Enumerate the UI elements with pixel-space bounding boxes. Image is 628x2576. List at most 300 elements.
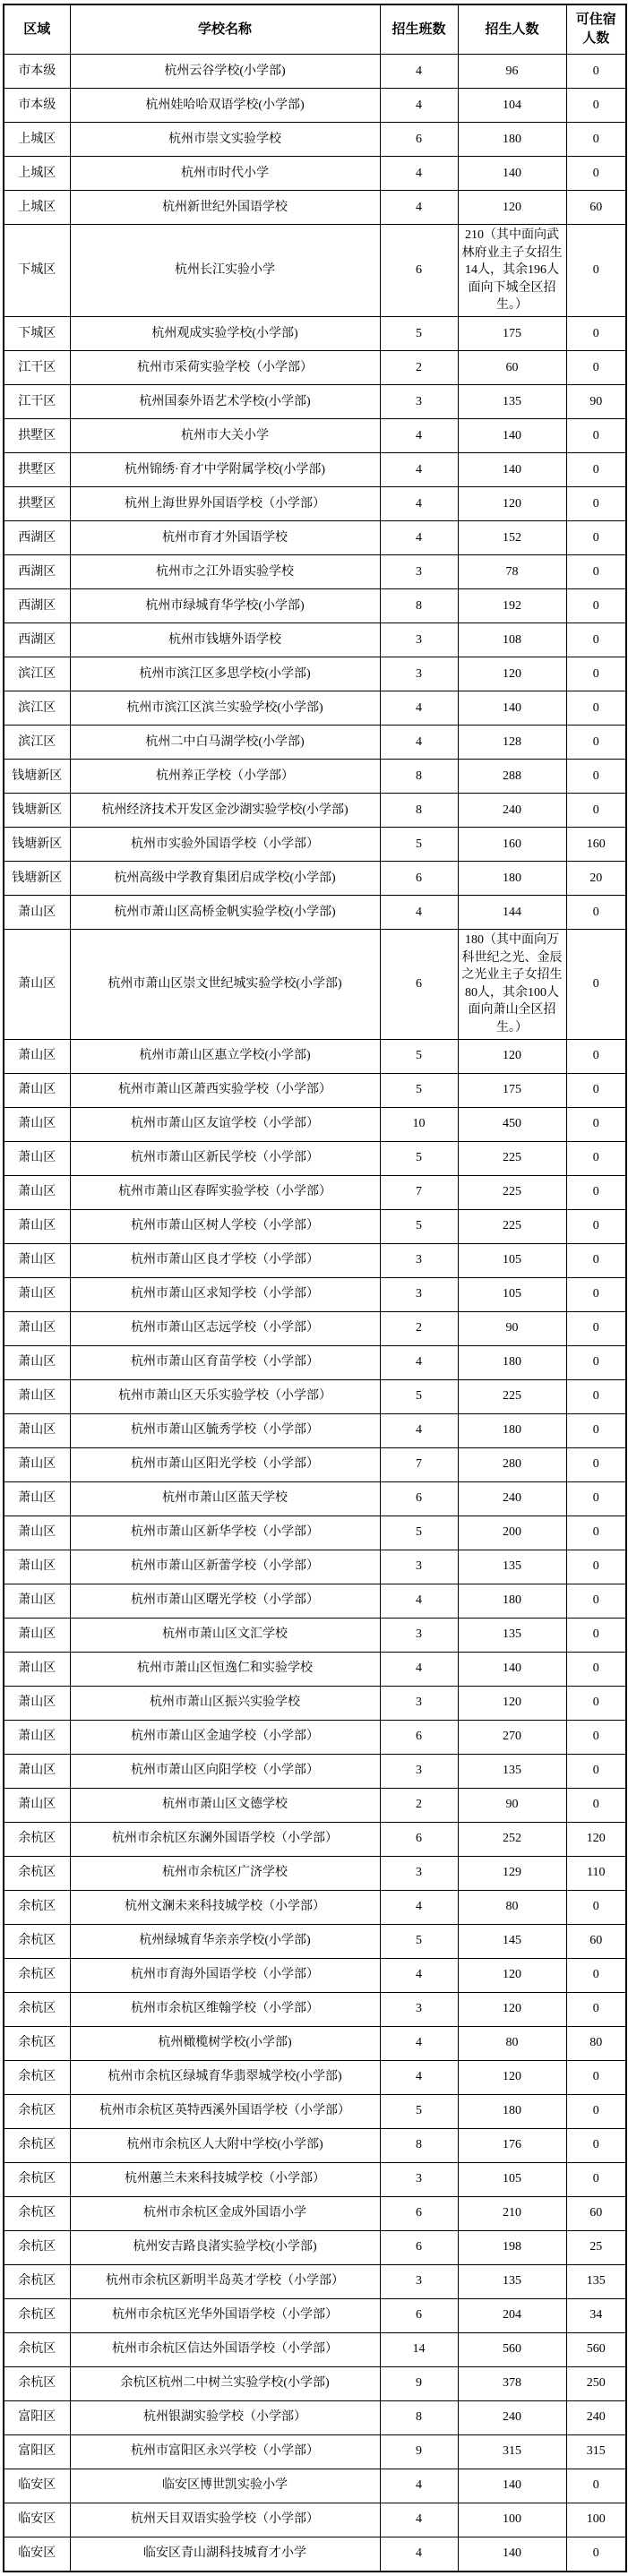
boarding-count-cell: 560: [566, 2332, 626, 2366]
district-cell: 市本级: [4, 55, 70, 89]
student-count-cell: 120: [458, 2060, 566, 2094]
class-count-cell: 6: [380, 123, 458, 157]
class-count-cell: 6: [380, 2298, 458, 2332]
table-row: [4, 2162, 626, 2196]
school-name-cell: 杭州市余杭区英特西溪外国语学校（小学部）: [70, 2094, 380, 2128]
student-count-cell: 120: [458, 1686, 566, 1720]
student-count-cell: 78: [458, 554, 566, 588]
boarding-count-cell: 0: [566, 1413, 626, 1447]
school-name-cell: 杭州市萧山区毓秀学校（小学部）: [70, 1413, 380, 1447]
table-row: [4, 554, 626, 588]
boarding-count-cell: 0: [566, 418, 626, 452]
school-name-cell: 杭州蕙兰未来科技城学校（小学部）: [70, 2162, 380, 2196]
boarding-count-cell: 0: [566, 1754, 626, 1788]
school-name-cell: 杭州市萧山区新民学校（小学部）: [70, 1141, 380, 1175]
class-count-cell: 8: [380, 2128, 458, 2162]
school-name-cell: 杭州银湖实验学校（小学部）: [70, 2400, 380, 2434]
class-count-cell: 3: [380, 623, 458, 657]
district-cell: 萧山区: [4, 1175, 70, 1209]
district-cell: 余杭区: [4, 1856, 70, 1890]
school-name-cell: 杭州市萧山区恒逸仁和实验学校: [70, 1652, 380, 1686]
table-row: [4, 2469, 626, 2503]
class-count-cell: 4: [380, 1584, 458, 1618]
boarding-count-cell: 0: [566, 55, 626, 89]
boarding-count-cell: 0: [566, 793, 626, 827]
school-name-cell: 杭州云谷学校(小学部): [70, 55, 380, 89]
district-cell: 萧山区: [4, 1141, 70, 1175]
district-cell: 萧山区: [4, 1618, 70, 1652]
student-count-cell: 80: [458, 2026, 566, 2060]
school-name-cell: 杭州市萧山区高桥金帆实验学校(小学部): [70, 895, 380, 929]
student-count-cell: 180: [458, 1345, 566, 1379]
district-cell: 钱塘新区: [4, 793, 70, 827]
district-cell: 余杭区: [4, 1958, 70, 1992]
header-row: [4, 4, 626, 55]
district-cell: 钱塘新区: [4, 827, 70, 861]
school-name-cell: 杭州市余杭区人大附中学校(小学部): [70, 2128, 380, 2162]
district-cell: 江干区: [4, 384, 70, 418]
class-count-cell: 4: [380, 452, 458, 486]
district-cell: 临安区: [4, 2469, 70, 2503]
district-cell: 余杭区: [4, 1822, 70, 1856]
table-row: [4, 2366, 626, 2400]
boarding-count-cell: 0: [566, 588, 626, 623]
school-name-cell: 杭州绿城育华亲亲学校(小学部): [70, 1924, 380, 1958]
class-count-cell: 3: [380, 1992, 458, 2026]
boarding-count-cell: 0: [566, 1345, 626, 1379]
school-name-cell: 杭州市大关小学: [70, 418, 380, 452]
table-row: [4, 2060, 626, 2094]
district-cell: 上城区: [4, 191, 70, 225]
student-count-cell: 180: [458, 1413, 566, 1447]
district-cell: 萧山区: [4, 929, 70, 1039]
district-cell: 萧山区: [4, 1277, 70, 1311]
class-count-cell: 3: [380, 1856, 458, 1890]
student-count-cell: 280: [458, 1447, 566, 1481]
district-cell: 余杭区: [4, 2094, 70, 2128]
district-cell: 萧山区: [4, 1584, 70, 1618]
boarding-count-cell: 0: [566, 1379, 626, 1413]
class-count-cell: 14: [380, 2332, 458, 2366]
class-count-cell: 4: [380, 895, 458, 929]
student-count-cell: 105: [458, 2162, 566, 2196]
table-row: [4, 1413, 626, 1447]
table-row: [4, 2503, 626, 2537]
school-name-cell: 杭州市富阳区永兴学校（小学部）: [70, 2434, 380, 2469]
boarding-count-cell: 0: [566, 452, 626, 486]
table-row: [4, 1209, 626, 1243]
boarding-count-cell: 0: [566, 895, 626, 929]
school-name-cell: 杭州市采荷实验学校（小学部）: [70, 350, 380, 384]
district-cell: 余杭区: [4, 2128, 70, 2162]
district-cell: 萧山区: [4, 1481, 70, 1516]
class-count-cell: 5: [380, 2094, 458, 2128]
class-count-cell: 3: [380, 657, 458, 691]
district-cell: 萧山区: [4, 1788, 70, 1822]
district-cell: 余杭区: [4, 1890, 70, 1924]
student-count-cell: 140: [458, 418, 566, 452]
school-name-cell: 杭州市萧山区友谊学校（小学部）: [70, 1107, 380, 1141]
class-count-cell: 5: [380, 1379, 458, 1413]
boarding-count-cell: 0: [566, 157, 626, 191]
student-count-cell: 198: [458, 2230, 566, 2264]
student-count-cell: 120: [458, 1039, 566, 1073]
table-row: [4, 1890, 626, 1924]
student-count-cell: 145: [458, 1924, 566, 1958]
class-count-cell: 2: [380, 1311, 458, 1345]
student-count-cell: 120: [458, 1958, 566, 1992]
school-name-cell: 杭州市萧山区春晖实验学校（小学部）: [70, 1175, 380, 1209]
boarding-count-cell: 0: [566, 1073, 626, 1107]
student-count-cell: 560: [458, 2332, 566, 2366]
student-count-cell: 140: [458, 2537, 566, 2572]
district-cell: 江干区: [4, 350, 70, 384]
table-row: [4, 384, 626, 418]
student-count-cell: 160: [458, 827, 566, 861]
class-count-cell: 5: [380, 1073, 458, 1107]
table-row: [4, 123, 626, 157]
class-count-cell: 6: [380, 1822, 458, 1856]
student-count-cell: 200: [458, 1516, 566, 1550]
boarding-count-cell: 0: [566, 2060, 626, 2094]
district-cell: 余杭区: [4, 2332, 70, 2366]
class-count-cell: 6: [380, 1481, 458, 1516]
table-row: [4, 2400, 626, 2434]
boarding-count-cell: 0: [566, 2162, 626, 2196]
boarding-count-cell: 0: [566, 1277, 626, 1311]
student-count-cell: 252: [458, 1822, 566, 1856]
boarding-count-cell: 0: [566, 657, 626, 691]
table-row: [4, 486, 626, 520]
district-cell: 富阳区: [4, 2434, 70, 2469]
table-row: [4, 623, 626, 657]
school-name-cell: 杭州市余杭区光华外国语学校（小学部）: [70, 2298, 380, 2332]
table-row: [4, 1618, 626, 1652]
school-name-cell: 杭州市萧山区曙光学校（小学部）: [70, 1584, 380, 1618]
school-name-cell: 杭州市之江外语实验学校: [70, 554, 380, 588]
table-row: [4, 350, 626, 384]
district-cell: 余杭区: [4, 2264, 70, 2298]
student-count-cell: 176: [458, 2128, 566, 2162]
class-count-cell: 3: [380, 1550, 458, 1584]
student-count-cell: 108: [458, 623, 566, 657]
student-count-cell: 140: [458, 452, 566, 486]
boarding-count-cell: 0: [566, 1686, 626, 1720]
school-name-cell: 杭州市余杭区信达外国语学校（小学部）: [70, 2332, 380, 2366]
class-count-cell: 9: [380, 2366, 458, 2400]
school-name-cell: 杭州新世纪外国语学校: [70, 191, 380, 225]
boarding-count-cell: 0: [566, 1720, 626, 1754]
district-cell: 拱墅区: [4, 486, 70, 520]
table-row: [4, 1924, 626, 1958]
table-body: [4, 55, 626, 2572]
class-count-cell: 4: [380, 486, 458, 520]
class-count-cell: 4: [380, 2503, 458, 2537]
district-cell: 萧山区: [4, 1720, 70, 1754]
student-count-cell: 288: [458, 759, 566, 793]
table-row: [4, 2332, 626, 2366]
boarding-count-cell: 0: [566, 1550, 626, 1584]
table-row: [4, 1958, 626, 1992]
school-name-cell: 杭州二中白马湖学校(小学部): [70, 725, 380, 759]
table-row: [4, 191, 626, 225]
table-row: [4, 1516, 626, 1550]
district-cell: 西湖区: [4, 623, 70, 657]
boarding-count-cell: 0: [566, 486, 626, 520]
class-count-cell: 4: [380, 520, 458, 554]
class-count-cell: 4: [380, 1958, 458, 1992]
school-name-cell: 杭州国泰外语艺术学校(小学部): [70, 384, 380, 418]
class-count-cell: 3: [380, 2162, 458, 2196]
boarding-count-cell: 0: [566, 1447, 626, 1481]
student-count-cell: 140: [458, 2469, 566, 2503]
district-cell: 西湖区: [4, 554, 70, 588]
boarding-count-cell: 25: [566, 2230, 626, 2264]
district-cell: 滨江区: [4, 657, 70, 691]
student-count-cell: 135: [458, 1550, 566, 1584]
class-count-cell: 2: [380, 350, 458, 384]
table-row: [4, 2537, 626, 2572]
boarding-count-cell: 315: [566, 2434, 626, 2469]
district-cell: 滨江区: [4, 691, 70, 725]
school-name-cell: 杭州市育才外国语学校: [70, 520, 380, 554]
student-count-cell: 180: [458, 1584, 566, 1618]
table-row: [4, 55, 626, 89]
class-count-cell: 5: [380, 1209, 458, 1243]
student-count-cell: 378: [458, 2366, 566, 2400]
school-name-cell: 杭州市萧山区天乐实验学校（小学部）: [70, 1379, 380, 1413]
class-count-cell: 3: [380, 1686, 458, 1720]
class-count-cell: 7: [380, 1447, 458, 1481]
district-cell: 萧山区: [4, 1447, 70, 1481]
student-count-cell: 210: [458, 2196, 566, 2230]
header-school-name: 学校名称: [70, 4, 380, 55]
table-row: [4, 1311, 626, 1345]
class-count-cell: 6: [380, 1720, 458, 1754]
boarding-count-cell: 0: [566, 1311, 626, 1345]
boarding-count-cell: 20: [566, 861, 626, 895]
boarding-count-cell: 0: [566, 2469, 626, 2503]
table-row: [4, 691, 626, 725]
student-count-cell: 90: [458, 1788, 566, 1822]
table-row: [4, 1754, 626, 1788]
boarding-count-cell: 90: [566, 384, 626, 418]
table-row: [4, 2026, 626, 2060]
boarding-count-cell: 0: [566, 1890, 626, 1924]
table-row: [4, 861, 626, 895]
district-cell: 余杭区: [4, 2162, 70, 2196]
header-boarding-count: 可住宿人数: [566, 4, 626, 55]
table-row: [4, 1788, 626, 1822]
school-name-cell: 杭州市育海外国语学校（小学部）: [70, 1958, 380, 1992]
student-count-cell: 105: [458, 1243, 566, 1277]
district-cell: 临安区: [4, 2537, 70, 2572]
school-name-cell: 杭州市崇文实验学校: [70, 123, 380, 157]
class-count-cell: 5: [380, 1516, 458, 1550]
table-row: [4, 1822, 626, 1856]
school-name-cell: 杭州市萧山区崇文世纪城实验学校(小学部): [70, 929, 380, 1039]
student-count-cell: 204: [458, 2298, 566, 2332]
table-row: [4, 1379, 626, 1413]
boarding-count-cell: 0: [566, 1584, 626, 1618]
student-count-cell: 180: [458, 123, 566, 157]
class-count-cell: 4: [380, 725, 458, 759]
school-name-cell: 临安区博世凯实验小学: [70, 2469, 380, 2503]
student-count-cell: 175: [458, 1073, 566, 1107]
district-cell: 余杭区: [4, 2196, 70, 2230]
boarding-count-cell: 80: [566, 2026, 626, 2060]
class-count-cell: 8: [380, 588, 458, 623]
school-name-cell: 杭州文澜未来科技城学校（小学部）: [70, 1890, 380, 1924]
district-cell: 余杭区: [4, 2026, 70, 2060]
class-count-cell: 4: [380, 89, 458, 123]
district-cell: 余杭区: [4, 2366, 70, 2400]
district-cell: 余杭区: [4, 2060, 70, 2094]
class-count-cell: 2: [380, 1788, 458, 1822]
boarding-count-cell: 0: [566, 520, 626, 554]
boarding-count-cell: 0: [566, 725, 626, 759]
boarding-count-cell: 120: [566, 1822, 626, 1856]
table-row: [4, 1345, 626, 1379]
table-row: [4, 759, 626, 793]
district-cell: 富阳区: [4, 2400, 70, 2434]
class-count-cell: 4: [380, 1345, 458, 1379]
table-row: [4, 2094, 626, 2128]
student-count-cell: 129: [458, 1856, 566, 1890]
class-count-cell: 4: [380, 2060, 458, 2094]
school-name-cell: 杭州锦绣·育才中学附属学校(小学部): [70, 452, 380, 486]
boarding-count-cell: 34: [566, 2298, 626, 2332]
class-count-cell: 3: [380, 1754, 458, 1788]
district-cell: 萧山区: [4, 1754, 70, 1788]
boarding-count-cell: 0: [566, 316, 626, 350]
student-count-cell: 180: [458, 2094, 566, 2128]
boarding-count-cell: 0: [566, 929, 626, 1039]
district-cell: 萧山区: [4, 1550, 70, 1584]
school-name-cell: 杭州市萧山区金迪学校（小学部）: [70, 1720, 380, 1754]
table-row: [4, 588, 626, 623]
boarding-count-cell: 60: [566, 2196, 626, 2230]
school-name-cell: 杭州市余杭区绿城育华翡翠城学校(小学部): [70, 2060, 380, 2094]
boarding-count-cell: 60: [566, 191, 626, 225]
table-row: [4, 793, 626, 827]
class-count-cell: 6: [380, 225, 458, 317]
student-count-cell: 180（其中面向万科世纪之光、金辰之光业主子女招生80人，其余100人面向萧山全区招生。）: [458, 929, 566, 1039]
table-row: [4, 2264, 626, 2298]
school-name-cell: 杭州市余杭区广济学校: [70, 1856, 380, 1890]
district-cell: 上城区: [4, 157, 70, 191]
school-name-cell: 杭州市萧山区阳光学校（小学部）: [70, 1447, 380, 1481]
class-count-cell: 4: [380, 2537, 458, 2572]
district-cell: 拱墅区: [4, 452, 70, 486]
district-cell: 萧山区: [4, 1345, 70, 1379]
school-name-cell: 杭州市萧山区惠立学校(小学部): [70, 1039, 380, 1073]
boarding-count-cell: 0: [566, 123, 626, 157]
class-count-cell: 5: [380, 1141, 458, 1175]
table-row: [4, 2196, 626, 2230]
school-name-cell: 杭州市萧山区蓝天学校: [70, 1481, 380, 1516]
table-row: [4, 1686, 626, 1720]
student-count-cell: 180: [458, 861, 566, 895]
district-cell: 钱塘新区: [4, 759, 70, 793]
table-row: [4, 2128, 626, 2162]
class-count-cell: 3: [380, 1618, 458, 1652]
school-name-cell: 杭州市余杭区金成外国语小学: [70, 2196, 380, 2230]
class-count-cell: 4: [380, 691, 458, 725]
school-name-cell: 杭州市萧山区振兴实验学校: [70, 1686, 380, 1720]
table-row: [4, 827, 626, 861]
boarding-count-cell: 0: [566, 1481, 626, 1516]
district-cell: 拱墅区: [4, 418, 70, 452]
district-cell: 萧山区: [4, 1039, 70, 1073]
table-row: [4, 2298, 626, 2332]
student-count-cell: 140: [458, 691, 566, 725]
class-count-cell: 8: [380, 759, 458, 793]
boarding-count-cell: 0: [566, 2537, 626, 2572]
student-count-cell: 105: [458, 1277, 566, 1311]
school-name-cell: 杭州市绿城育华学校(小学部): [70, 588, 380, 623]
class-count-cell: 4: [380, 418, 458, 452]
class-count-cell: 4: [380, 1413, 458, 1447]
district-cell: 萧山区: [4, 1107, 70, 1141]
boarding-count-cell: 0: [566, 623, 626, 657]
student-count-cell: 225: [458, 1141, 566, 1175]
school-name-cell: 杭州市萧山区求知学校（小学部）: [70, 1277, 380, 1311]
enrollment-table: [3, 4, 627, 2572]
table-row: [4, 1550, 626, 1584]
class-count-cell: 10: [380, 1107, 458, 1141]
boarding-count-cell: 0: [566, 350, 626, 384]
boarding-count-cell: 250: [566, 2366, 626, 2400]
table-row: [4, 657, 626, 691]
district-cell: 滨江区: [4, 725, 70, 759]
student-count-cell: 225: [458, 1379, 566, 1413]
district-cell: 余杭区: [4, 2230, 70, 2264]
student-count-cell: 210（其中面向武林府业主子女招生14人，其余196人面向下城全区招生。）: [458, 225, 566, 317]
boarding-count-cell: 0: [566, 2128, 626, 2162]
student-count-cell: 60: [458, 350, 566, 384]
table-header: [4, 4, 626, 55]
header-student-count: 招生人数: [458, 4, 566, 55]
class-count-cell: 3: [380, 1243, 458, 1277]
table-row: [4, 89, 626, 123]
school-name-cell: 杭州天目双语实验学校（小学部）: [70, 2503, 380, 2537]
student-count-cell: 152: [458, 520, 566, 554]
boarding-count-cell: 0: [566, 554, 626, 588]
table-row: [4, 2434, 626, 2469]
school-name-cell: 杭州经济技术开发区金沙湖实验学校(小学部): [70, 793, 380, 827]
boarding-count-cell: 0: [566, 1652, 626, 1686]
school-name-cell: 杭州市萧山区新蕾学校（小学部）: [70, 1550, 380, 1584]
district-cell: 萧山区: [4, 1243, 70, 1277]
district-cell: 萧山区: [4, 1652, 70, 1686]
class-count-cell: 3: [380, 554, 458, 588]
school-name-cell: 杭州市萧山区树人学校（小学部）: [70, 1209, 380, 1243]
school-name-cell: 杭州长江实验小学: [70, 225, 380, 317]
class-count-cell: 4: [380, 2026, 458, 2060]
boarding-count-cell: 0: [566, 225, 626, 317]
student-count-cell: 135: [458, 1754, 566, 1788]
class-count-cell: 4: [380, 1890, 458, 1924]
school-name-cell: 临安区青山湖科技城育才小学: [70, 2537, 380, 2572]
boarding-count-cell: 110: [566, 1856, 626, 1890]
table-row: [4, 1481, 626, 1516]
class-count-cell: 6: [380, 2230, 458, 2264]
student-count-cell: 175: [458, 316, 566, 350]
district-cell: 市本级: [4, 89, 70, 123]
boarding-count-cell: 0: [566, 1618, 626, 1652]
boarding-count-cell: 0: [566, 1141, 626, 1175]
